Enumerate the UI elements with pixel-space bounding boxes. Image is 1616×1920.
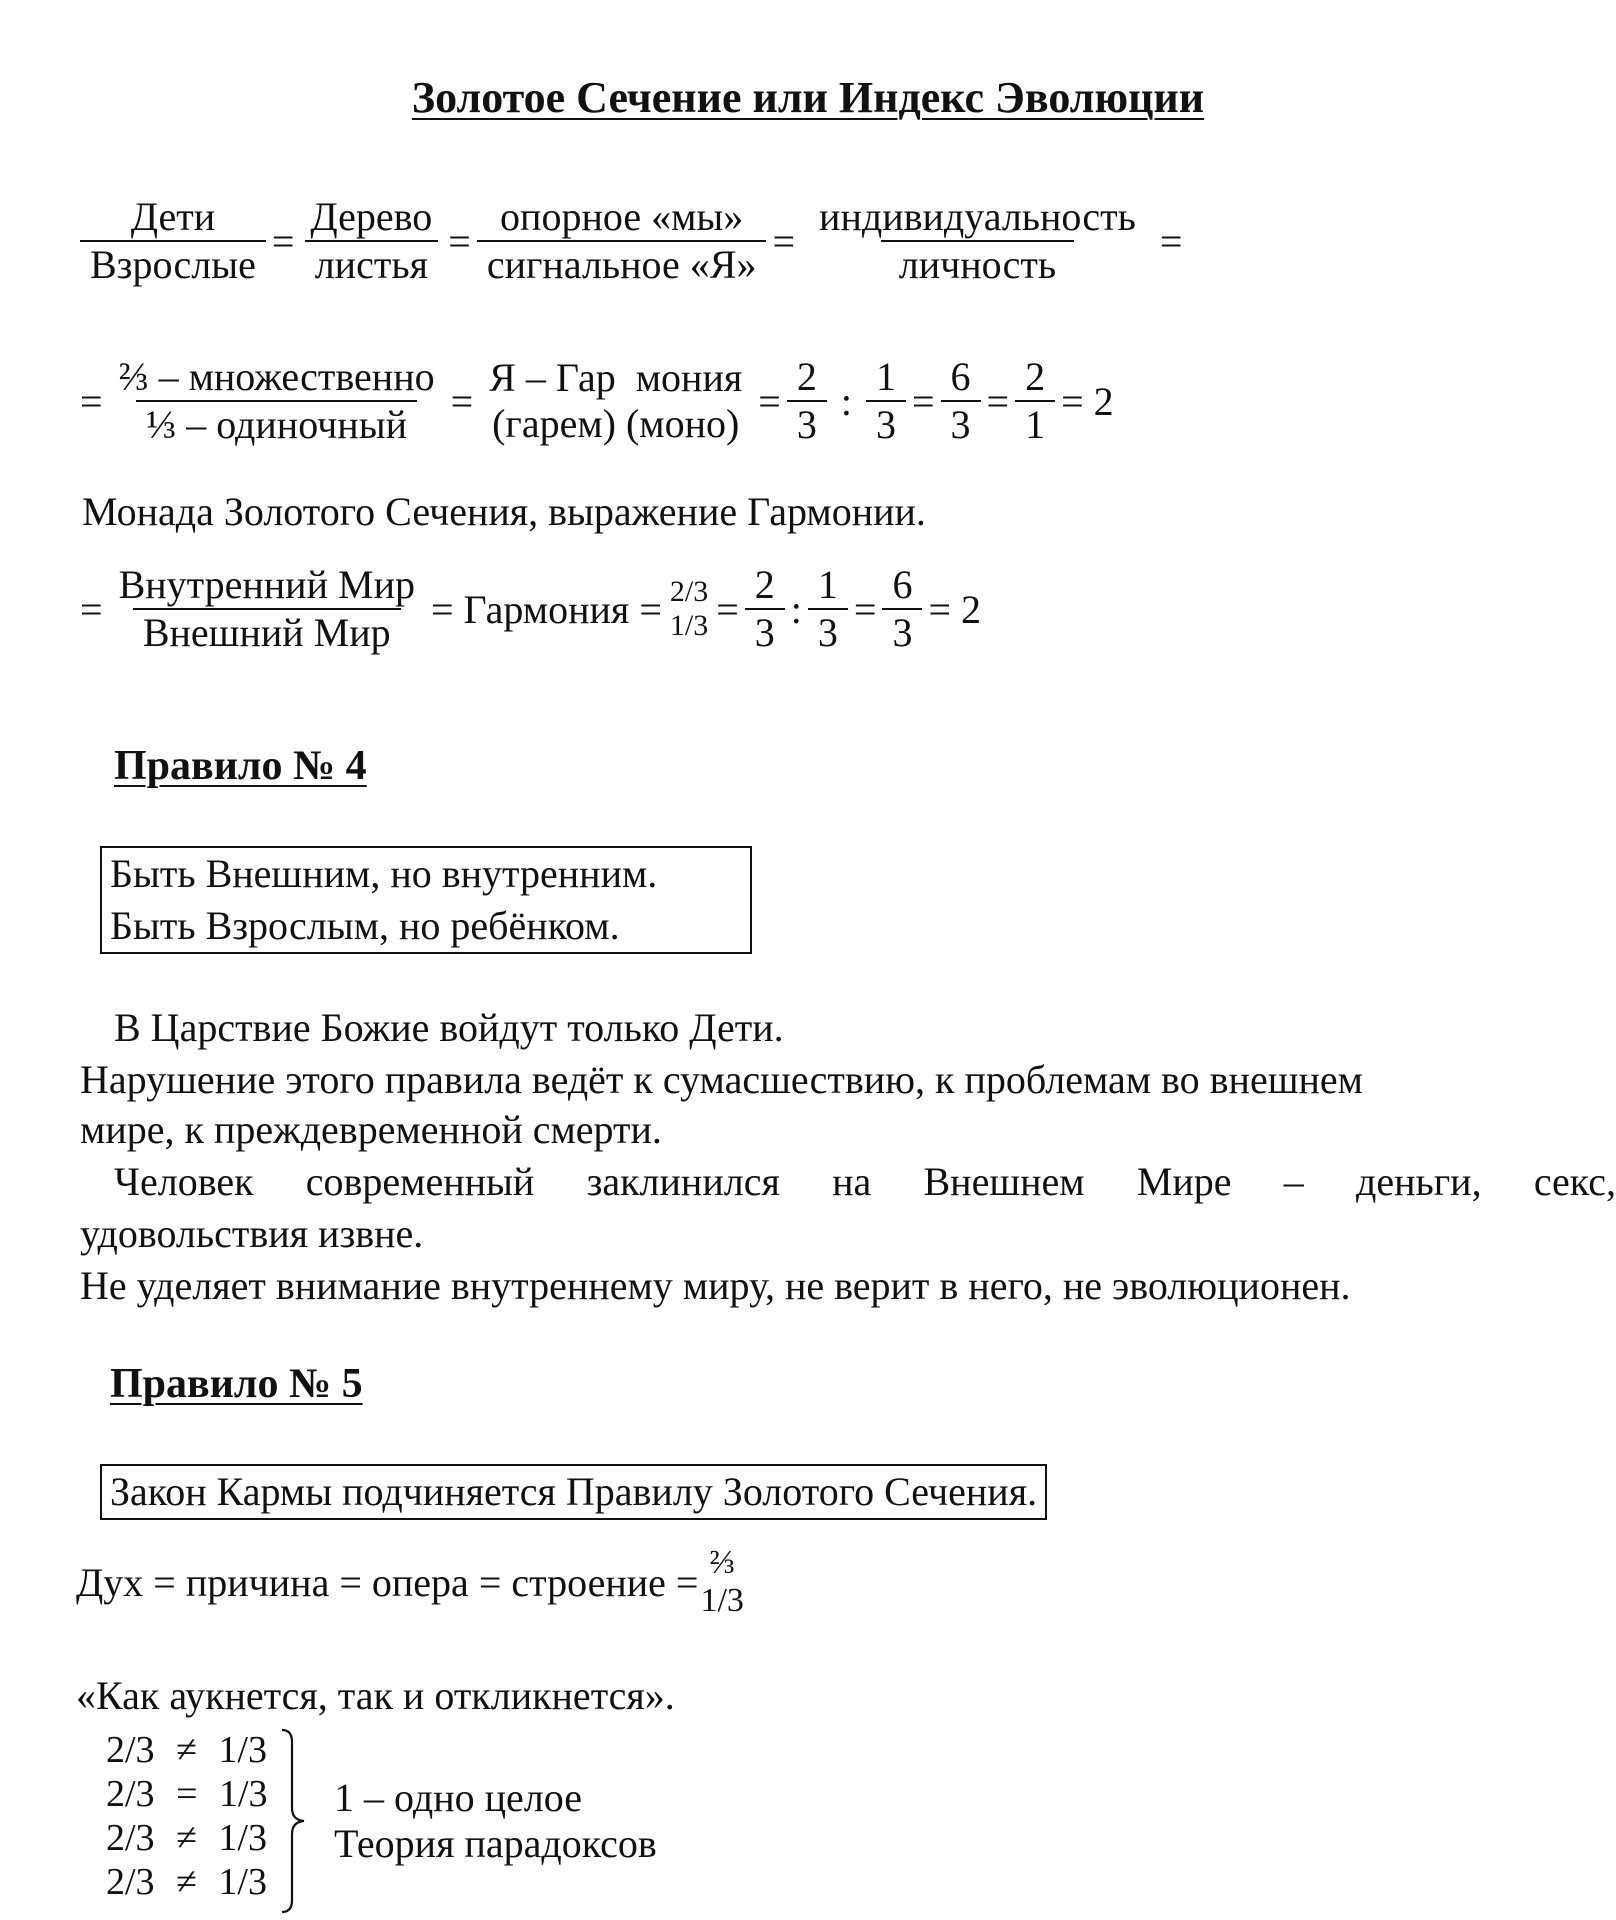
rule-5-box: Закон Кармы подчиняется Правилу Золотого Сечения. (100, 1464, 1047, 1520)
result-two-b: = 2 (928, 586, 982, 632)
paradox-row: 2/3 ≠ 1/3 (106, 1817, 267, 1859)
rule-4-box (100, 846, 752, 954)
equals-sign: = (448, 218, 471, 264)
rule-4-paragraph-2a: Нарушение этого правила ведёт к сумасшествию, к проблемам во внешнем (80, 1057, 1363, 1102)
paradox-row: 2/3 = 1/3 (106, 1773, 268, 1815)
fraction-two-ones: $\frac{2}{1}$ (1015, 356, 1055, 446)
spirit-equation (76, 1546, 746, 1618)
rule-4-line-2: Быть Взрослым, но ребёнком. (110, 903, 620, 948)
paradox-row: 2/3 ≠ 1/3 (106, 1729, 267, 1771)
fraction-two-thirds: $\frac{2}{3}$ (787, 356, 827, 446)
equation-harmony-ratio: = $\frac{\text{⅔ – множественно}}{\text{⅓ – одиночный}}$ = Я – Гар мония (гарем) (моно) = $\frac{2}{3}$ : $\frac{1}{3}$ = $\frac{6}{3}$ = $\frac{2}{1}$ = 2 (80, 356, 1120, 446)
fraction-six-thirds: $\frac{6}{3}$ (941, 356, 981, 446)
fraction-harmony-words: Я – Гар мония (гарем) (моно) (489, 355, 743, 446)
paradox-row: 2/3 ≠ 1/3 (106, 1861, 267, 1903)
page-title: Золотое Сечение или Индекс Эволюции (411, 73, 1205, 122)
fraction-one-third-b: $\frac{1}{3}$ (808, 564, 848, 654)
result-two: = 2 (1061, 378, 1114, 424)
fraction-inner-outer: $\frac{\text{Внутренний Мир}}{\text{Внешний Мир}}$ (118, 562, 415, 655)
fraction-individuality-personality: $\frac{\text{индивидуальность}}{\text{личность}}$ (819, 194, 1136, 287)
fraction-we-i: $\frac{\text{опорное «мы»}}{\text{сигнальное «Я»}}$ (477, 196, 767, 286)
brace-text-paradox-theory: Теория парадоксов (334, 1821, 657, 1866)
equation-inner-outer-world: = $\frac{\text{Внутренний Мир}}{\text{Внешний Мир}}$ = Гармония = 2/3 1/3 = $\frac{2}{3}$ : $\frac{1}{3}$ = $\frac{6}{3}$ = 2 (80, 564, 987, 654)
rule-4-paragraph-2b: мире, к преждевременной смерти. (80, 1107, 662, 1152)
spirit-equation-text: Дух = причина = опера = строение = (76, 1559, 699, 1605)
echo-quote: «Как аукнется, так и откликнется». (76, 1673, 675, 1718)
curly-brace (278, 1728, 308, 1914)
rule-4-heading: Правило № 4 (114, 743, 367, 789)
fraction-many-single: $\frac{\text{⅔ – множественно}}{\text{⅓ – одиночный}}$ (118, 354, 435, 447)
monad-text: Монада Золотого Сечения, выражение Гармонии. (82, 489, 926, 534)
equation-children-adults (80, 196, 1188, 286)
fraction-children-adults: $\frac{\text{Дети}}{\text{Взрослые}}$ (80, 196, 266, 286)
rule-5-heading: Правило № 5 (110, 1361, 363, 1407)
fraction-one-third: $\frac{1}{3}$ (866, 356, 906, 446)
rule-4-paragraph-1: В Царствие Божие войдут только Дети. (114, 1005, 784, 1050)
fraction-small-two-thirds-over-one-third-b: ⅔ 1/3 (700, 1544, 744, 1619)
fraction-small-two-thirds-over-one-third: 2/3 1/3 (669, 575, 709, 642)
rule-4-paragraph-4: Не уделяет внимание внутреннему миру, не верит в него, не эволюционен. (80, 1263, 1351, 1308)
fraction-six-thirds-b: $\frac{6}{3}$ (882, 564, 922, 654)
fraction-two-thirds-b: $\frac{2}{3}$ (745, 564, 785, 654)
paradox-list (106, 1728, 268, 1904)
rule-4-paragraph-3a: Человек современный заклинился на Внешнем Мире – деньги, секс, (114, 1159, 1616, 1204)
brace-text-whole: 1 – одно целое (334, 1775, 582, 1820)
rule-4-paragraph-3b: удовольствия извне. (80, 1211, 424, 1256)
equals-sign: = (1159, 218, 1183, 264)
equals-sign: = (271, 218, 295, 264)
fraction-tree-leaves: $\frac{\text{Дерево}}{\text{листья}}$ (300, 196, 442, 286)
equals-sign: = (772, 218, 796, 264)
rule-4-line-1: Быть Внешним, но внутренним. (110, 851, 658, 896)
